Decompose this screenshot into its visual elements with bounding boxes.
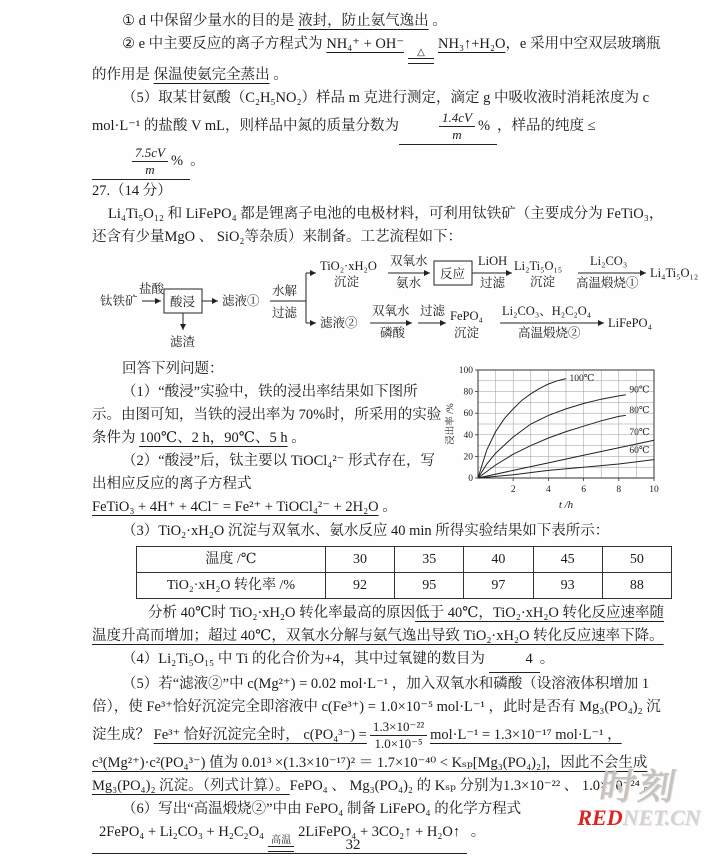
chart-ytick-label: 40 xyxy=(463,430,473,441)
chart-series-label: 60℃ xyxy=(629,446,650,457)
answer-line-d xyxy=(92,10,672,33)
question-27-header: 27.（14 分） xyxy=(92,183,172,199)
glycine-text: （5）取某甘氨酸（C₂H₅NO₂）样品 m 克进行测定，滴定 g 中吸收液时消耗浓度为 c mol·L⁻¹ 的盐酸 V mL，则样品中氮的质量分数为 xyxy=(92,90,650,134)
table-header-temperature: 温度 /℃ xyxy=(137,547,326,573)
watermark-site xyxy=(572,806,706,830)
fraction-answer-2 xyxy=(92,145,190,180)
flow-filter3-label: 过滤 xyxy=(420,304,446,318)
fraction-2-numerator: 7.5cV xyxy=(132,145,168,162)
fraction-3 xyxy=(370,719,427,752)
table-cell: 40 xyxy=(464,547,533,573)
question-5-answer-body: mol·L⁻¹ = 1.3×10⁻¹⁷ mol·L⁻¹ ，c³(Mg²⁺)·c²(PO₄³⁻) 值为 0.01³ ×(1.3×10⁻¹⁷)² ＝ 1.7×10⁻⁴⁰ < Kₛₚ[Mg₃(PO₄)₂]，因此不会生成 Mg₃(PO₄)₂ 沉淀。（列式计算）。 xyxy=(92,726,648,794)
heated-equals-sign xyxy=(408,47,434,64)
flow-calcine1-label: 高温煅烧① xyxy=(576,276,639,290)
table-cell: 97 xyxy=(464,573,533,599)
table-row-conversion xyxy=(137,573,672,599)
flow-react-label: 反应 xyxy=(440,267,466,281)
question-1-text: （1）“酸浸”实验中，铁的浸出率结果如下图所示。由图可知，当铁的浸出率为 70%时，所采用的实验条件为 xyxy=(92,384,442,446)
equation-6-right: 2LiFePO₄ + 3CO₂↑ + H₂O↑ xyxy=(298,824,461,840)
table-cell: 92 xyxy=(325,573,394,599)
analysis-answer: 低于 40℃，TiO₂·xH₂O 转化反应速率随温度升高而增加；超过 40℃，双氧水分解与氨气逸出导致 TiO₂·xH₂O 转化反应速率下降。 xyxy=(92,605,665,644)
table-cell: 45 xyxy=(533,547,602,573)
chart-xtick-label: 8 xyxy=(616,485,622,495)
question-2: （2）“酸浸”后，钛主要以 TiOCl₄²⁻ 形式存在，写出相应反应的离子方程式 xyxy=(92,453,435,492)
flow-hydrolysis-label: 水解 xyxy=(272,284,298,298)
leaching-rate-chart xyxy=(444,360,672,512)
flow-residue-label: 滤渣 xyxy=(170,335,196,349)
question-27-intro: Li₄Ti₅O₁₂ 和 LiFePO₄ 都是锂离子电池的电极材料，可利用钛铁矿（主要成分为 FeTiO₃，还含有少量MgO 、 SiO₂等杂质）来制备。工艺流程如下： xyxy=(92,206,664,245)
flow-product1-label: Li₄Ti₅O₁₂ xyxy=(650,266,699,280)
question-2-answer: FeTiO₃ + 4H⁺ + 4Cl⁻ = Fe²⁺ + TiOCl₄²⁻ + 2H₂O xyxy=(92,499,379,515)
analysis-lead: 分析 40℃时 TiO₂·xH₂O 转化率最高的原因 xyxy=(148,605,416,621)
ionic-equation-e-right: NH₃↑+H₂O xyxy=(438,36,506,52)
glycine-text-2: ，样品的纯度 ≤ xyxy=(497,117,596,134)
table-cell: 93 xyxy=(533,573,602,599)
chart-series-curve xyxy=(478,379,566,478)
chart-series-label: 80℃ xyxy=(629,406,650,417)
page-content xyxy=(0,0,706,249)
chart-xtick-label: 10 xyxy=(649,485,659,495)
chart-ytick-label: 0 xyxy=(468,474,473,484)
table-cell: 35 xyxy=(395,547,464,573)
flow-filter2-label: 过滤 xyxy=(480,276,506,290)
question-1-suffix: 。 xyxy=(291,430,306,446)
flowchart-svg xyxy=(0,253,706,351)
flow-li2ti5o15-sub-label: 沉淀 xyxy=(530,275,556,289)
chart-ytick-label: 100 xyxy=(458,366,473,376)
chart-series-label: 70℃ xyxy=(629,427,650,438)
questions-column xyxy=(92,358,444,520)
question-5-ksp-note: FePO₄ 、 Mg₃(PO₄)₂ 的 Kₛₚ 分别为1.3×10⁻²² 、 1.0×10⁻²⁴ 。 xyxy=(289,778,658,794)
flow-fepo4-sub-label: 沉淀 xyxy=(454,326,480,340)
flow-product2-label: LiFePO₄ xyxy=(608,316,652,330)
percent-sign-1: % xyxy=(477,117,491,134)
table-header-conversion: TiO₂·xH₂O 转化率 /% xyxy=(137,573,326,599)
flow-ammonia-label: 氨水 xyxy=(396,276,422,290)
question-6-suffix: 。 xyxy=(470,824,486,840)
flow-h2o2-a-label: 双氧水 xyxy=(390,254,428,268)
answer-line-d-suffix: 。 xyxy=(432,13,447,29)
chart-series-label: 100℃ xyxy=(569,373,595,384)
answer-line-d-prefix: ① d 中保留少量水的目的是 xyxy=(122,13,295,29)
double-line xyxy=(408,58,434,64)
flow-li2co3-h2c2o4-label: Li₂CO₃、H₂C₂O₄ xyxy=(502,304,592,318)
flow-filtrate1-label: 滤液① xyxy=(222,294,260,308)
fraction-1-denominator: m xyxy=(452,127,462,142)
fraction-1 xyxy=(439,110,475,143)
flow-tio2-label: TiO₂·xH₂O xyxy=(320,259,377,273)
answer-line-e-suffix: 。 xyxy=(273,67,288,83)
question-4-text: （4）Li₂Ti₅O₁₅ 中 Ti 的化合价为+4，其中过氧键的数目为 xyxy=(122,651,485,667)
fraction-answer-1 xyxy=(399,110,497,145)
chart-column xyxy=(444,358,672,520)
equation-6-left: 2FePO₄ + Li₂CO₃ + H₂C₂O₄ xyxy=(99,824,265,840)
fraction-2 xyxy=(132,145,168,178)
watermark-red: RED xyxy=(577,805,623,830)
flow-filtrate2-label: 滤液② xyxy=(320,316,358,330)
flow-h3po4-label: 磷酸 xyxy=(380,326,406,340)
question-4-suffix: 。 xyxy=(539,651,555,667)
two-column-section xyxy=(92,358,672,520)
chart-xtick-label: 4 xyxy=(546,485,551,495)
question-2-answer-line xyxy=(92,496,444,519)
flow-calcine2-label: 高温煅烧② xyxy=(518,326,581,340)
flow-fepo4-label: FePO₄ xyxy=(450,309,483,323)
table-cell: 50 xyxy=(602,547,671,573)
question-4 xyxy=(92,648,672,673)
ionic-equation-e-left: NH₄⁺ + OH⁻ xyxy=(326,36,404,52)
answer-line-d-answer: 液封，防止氨气逸出 xyxy=(298,13,429,29)
fraction-2-denominator: m xyxy=(145,162,155,177)
question-5-answer-lead: Fe³⁺ 恰好沉淀完全时， c(PO₄³⁻) = xyxy=(153,726,367,743)
question-6: （6）写出“高温煅烧②”中由 FePO₄ 制备 LiFePO₄ 的化学方程式 xyxy=(122,801,522,817)
fraction-3-numerator: 1.3×10⁻²² xyxy=(370,719,427,736)
process-flowchart xyxy=(0,253,706,356)
watermark xyxy=(572,768,706,830)
chart-ytick-label: 60 xyxy=(463,409,473,420)
results-table xyxy=(136,546,672,599)
question-1-answer: 100℃、2 h，90℃、5 h xyxy=(139,430,288,446)
answer-line-e-mid: ，e 采用中空双层玻璃瓶的作用是 xyxy=(92,36,661,83)
delta-condition: △ xyxy=(417,47,425,58)
flow-lioh-label: LiOH xyxy=(478,254,508,268)
answer-line-e xyxy=(92,33,672,87)
question-3: （3）TiO₂·xH₂O 沉淀与双氧水、氨水反应 40 min 所得实验结果如下表所示： xyxy=(122,523,610,539)
watermark-rest: NET.CN xyxy=(622,805,701,830)
answer-line-e-prefix: ② e 中主要反应的离子方程式为 xyxy=(122,36,323,52)
question-2-suffix: 。 xyxy=(382,499,397,515)
chart-ytick-label: 20 xyxy=(463,452,473,463)
table-cell: 95 xyxy=(395,573,464,599)
glycine-suffix: 。 xyxy=(190,152,205,169)
flow-acid-label: 盐酸 xyxy=(139,282,165,296)
percent-sign-2: % xyxy=(170,152,184,169)
watermark-chinese: 时刻 xyxy=(596,767,682,807)
question-5-text: （5）若“滤液②”中 c(Mg²⁺) = 0.02 mol·L⁻¹ ，加入双氧水和磷酸（设溶液体积增加 1 倍），使 Fe³⁺恰好沉淀完全即溶液中 c(Fe³⁺) = 1.0×10⁻⁵ mol·L⁻¹ ，此时是否有 Mg₃(PO₄)₂ 沉淀生成？ xyxy=(92,676,661,743)
table-cell: 30 xyxy=(325,547,394,573)
answer-prompt: 回答下列问题： xyxy=(122,361,224,377)
high-temp-condition: 高温 xyxy=(271,835,292,846)
flow-h2o2-b-label: 双氧水 xyxy=(372,304,410,318)
flow-arrows xyxy=(142,273,646,330)
table-row-temperature xyxy=(137,547,672,573)
flow-ore-label: 钛铁矿 xyxy=(100,294,138,308)
chart-ytick-label: 80 xyxy=(463,387,473,398)
flow-li2ti5o15-label: Li₂Ti₅O₁₅ xyxy=(514,259,563,273)
chart-ylabel: 浸出率 /% xyxy=(446,403,456,445)
question-1 xyxy=(92,381,444,450)
fraction-3-denominator: 1.0×10⁻⁵ xyxy=(374,736,423,751)
chart-series-label: 90℃ xyxy=(629,385,650,396)
table-cell: 88 xyxy=(602,573,671,599)
flow-li2co3-label: Li₂CO₃ xyxy=(590,254,628,268)
flow-tio2-sub-label: 沉淀 xyxy=(334,275,360,289)
chart-xtick-label: 2 xyxy=(510,485,516,495)
flow-leach-label: 酸浸 xyxy=(170,295,196,309)
flow-filter1-label: 过滤 xyxy=(272,306,298,320)
question-5-glycine xyxy=(92,87,672,180)
chart-xlabel: t /h xyxy=(558,499,574,511)
fraction-1-numerator: 1.4cV xyxy=(439,110,475,127)
page-number: 32 xyxy=(345,837,361,853)
flow-labels xyxy=(100,253,698,349)
chart-xtick-label: 6 xyxy=(581,485,586,495)
question-4-answer: 4 xyxy=(489,648,540,673)
question-3-analysis xyxy=(92,602,672,648)
answer-line-e-answer2: 保温使氨完全蒸出 xyxy=(153,67,270,83)
